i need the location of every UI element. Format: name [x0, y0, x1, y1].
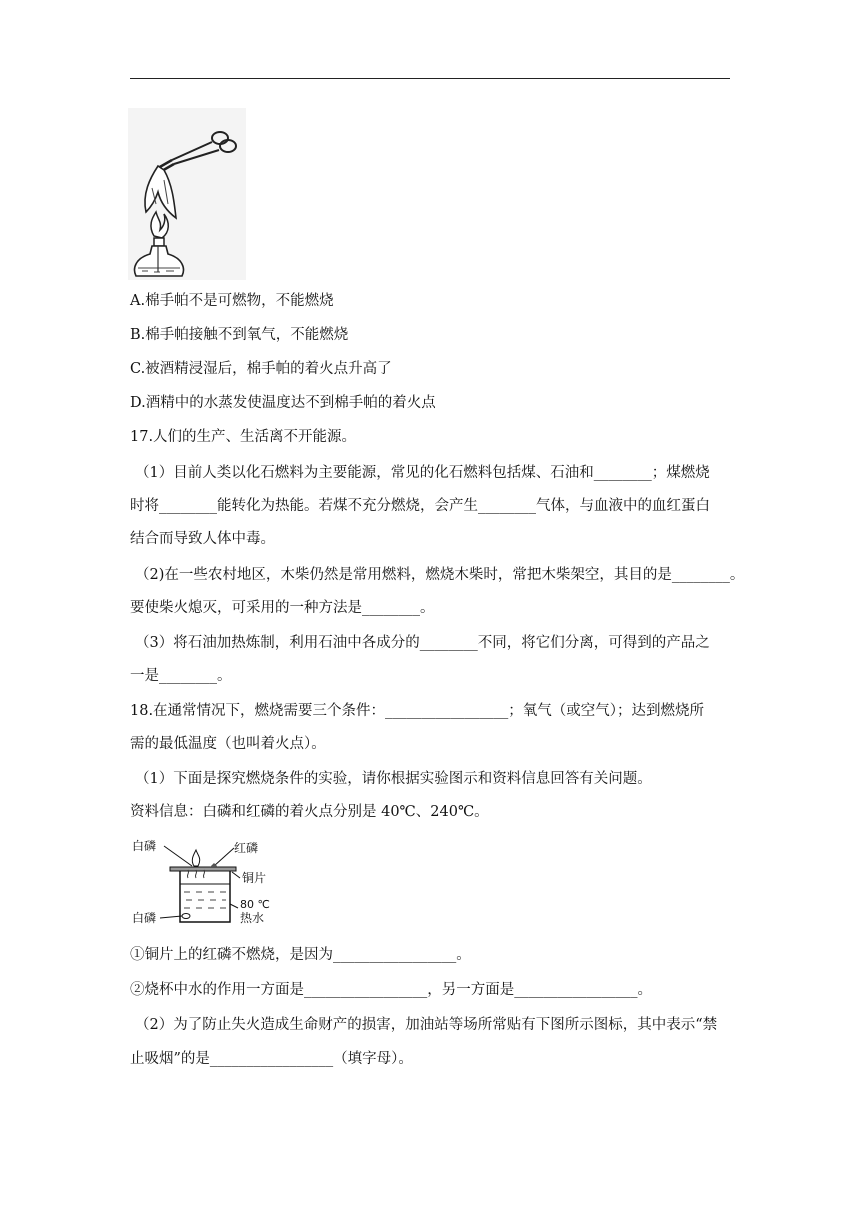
- q18-answer-1: ①铜片上的红磷不燃烧，是因为_________________。: [130, 947, 471, 963]
- label-hot-water: 热水: [240, 911, 265, 925]
- q17-stem: 17.人们的生产、生活离不开能源。: [130, 429, 357, 445]
- q18-part2-line2: 止吸烟”的是_________________（填字母）。: [130, 1051, 413, 1067]
- q18-part2-line1: （2）为了防止失火造成生命财产的损害，加油站等场所常贴有下图所示图标，其中表示“禁: [135, 1017, 718, 1033]
- header-rule: [130, 78, 730, 79]
- q18-part1: （1）下面是探究燃烧条件的实验，请你根据实验图示和资料信息回答有关问题。: [135, 771, 652, 787]
- label-temperature: 80 ℃: [240, 898, 270, 911]
- q17-part1-line2: 时将________能转化为热能。若煤不充分燃烧，会产生________气体，与血液中的血红蛋白: [130, 498, 710, 514]
- label-white-phosphorus-bottom: 白磷: [132, 911, 157, 925]
- q18-stem-line2: 需的最低温度（也叫着火点）。: [130, 736, 326, 752]
- q17-part1-line1: （1）目前人类以化石燃料为主要能源，常见的化石燃料包括煤、石油和________；煤燃烧: [135, 465, 710, 481]
- q17-part3-line1: （3）将石油加热炼制，利用石油中各成分的________不同，将它们分离，可得到的产品之: [135, 635, 710, 651]
- option-d: D.酒精中的水蒸发使温度达不到棉手帕的着火点: [130, 395, 436, 411]
- q17-part2-line2: 要使柴火熄灭，可采用的一种方法是________。: [130, 600, 435, 616]
- alcohol-lamp-handkerchief-figure: [128, 108, 246, 280]
- label-red-phosphorus: 红磷: [234, 841, 259, 855]
- option-b: B.棉手帕接触不到氧气，不能燃烧: [130, 327, 349, 343]
- label-white-phosphorus-top: 白磷: [132, 839, 157, 853]
- q18-info: 资料信息：白磷和红磷的着火点分别是 40℃、240℃。: [130, 804, 489, 820]
- combustion-experiment-figure: [130, 836, 280, 928]
- option-c: C.被酒精浸湿后，棉手帕的着火点升高了: [130, 361, 392, 377]
- option-a: A.棉手帕不是可燃物，不能燃烧: [130, 293, 334, 309]
- q17-part1-line3: 结合而导致人体中毒。: [130, 531, 275, 547]
- q17-part2-line1: （2)在一些农村地区，木柴仍然是常用燃料，燃烧木柴时，常把木柴架空，其目的是________。: [135, 567, 745, 583]
- q18-stem-line1: 18.在通常情况下，燃烧需要三个条件：_________________；氧气（或空气）；达到燃烧所: [130, 703, 705, 719]
- q18-answer-2: ②烧杯中水的作用一方面是_________________，另一方面是_________________。: [130, 982, 652, 998]
- q17-part3-line2: 一是________。: [130, 668, 232, 684]
- label-copper-sheet: 铜片: [242, 871, 267, 885]
